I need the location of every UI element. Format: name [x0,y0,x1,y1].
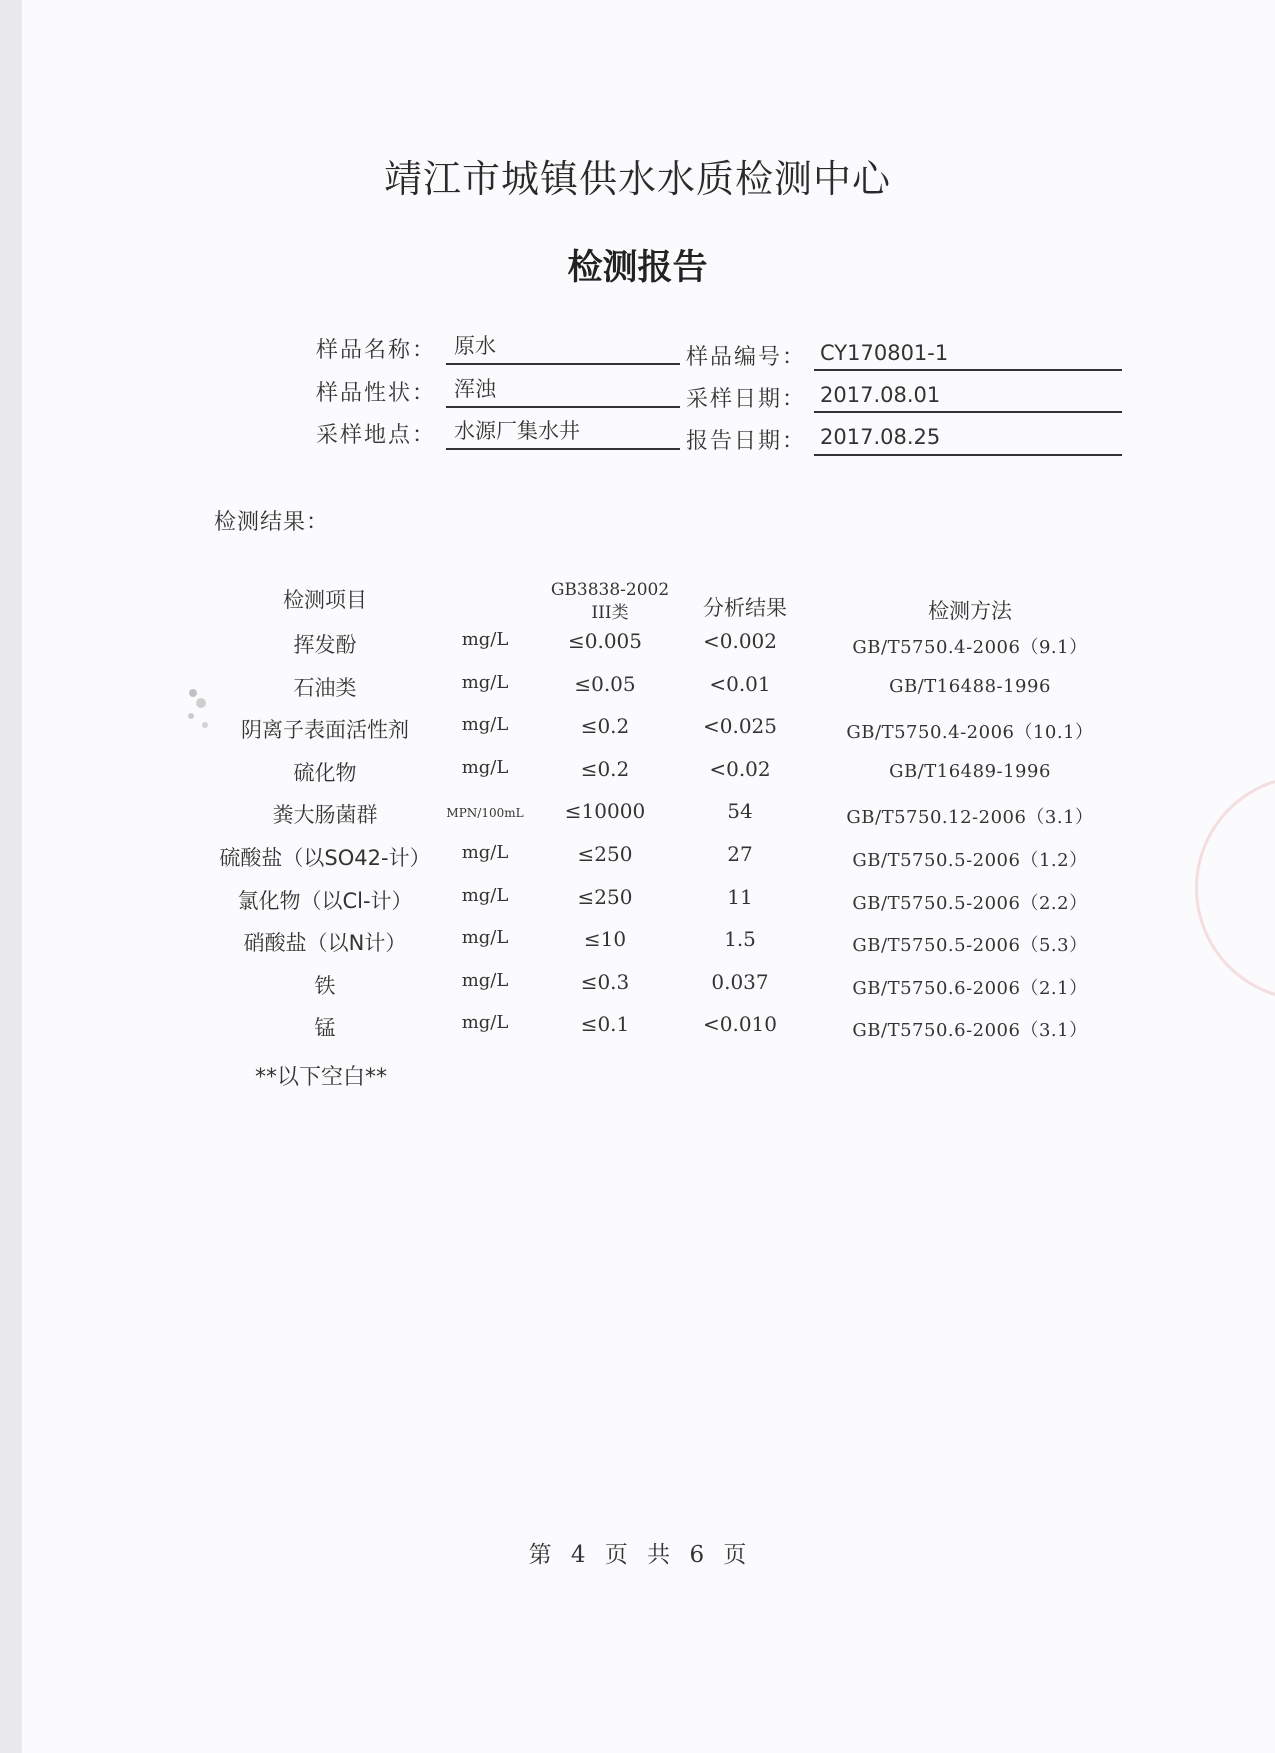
row-unit: mg/L [461,714,509,735]
row-unit: mg/L [461,970,509,991]
row-method: GB/T5750.6-2006（2.1） [852,978,1088,999]
report-date-underline [814,454,1122,456]
sample-state-label: 样品性状： [316,381,437,406]
row-unit: MPN/100mL [446,806,524,820]
row-item: 氯化物（以Cl-计） [237,889,413,913]
sample-name-underline [446,363,680,365]
row-method: GB/T5750.5-2006（2.2） [852,893,1088,914]
row-limit: ≤10000 [564,799,646,823]
row-result: <0.025 [702,714,777,738]
sample-no-value: CY170801-1 [820,341,949,365]
report-date-value: 2017.08.25 [820,425,941,449]
sample-site-underline [446,448,680,450]
report-date-label: 报告日期： [686,429,807,454]
sample-site-value: 水源厂集水井 [454,419,580,443]
results-section-label: 检测结果： [214,510,330,535]
row-method: GB/T5750.4-2006（9.1） [852,637,1088,658]
sample-state-underline [446,406,680,408]
row-item: 铁 [314,974,336,998]
sample-site-label: 采样地点： [316,423,437,448]
row-result: 0.037 [711,970,769,994]
row-result: <0.01 [709,672,771,696]
header-result: 分析结果 [703,596,787,620]
row-item: 挥发酚 [293,633,357,657]
row-item: 阴离子表面活性剂 [241,718,409,742]
row-result: <0.002 [702,629,777,653]
row-unit: mg/L [461,842,509,863]
sample-date-label: 采样日期： [686,387,807,412]
header-item: 检测项目 [283,588,367,612]
blank-note: **以下空白** [255,1065,388,1090]
row-limit: ≤0.1 [580,1012,630,1036]
row-method: GB/T16488-1996 [889,676,1051,697]
row-limit: ≤0.2 [580,714,630,738]
header-standard-line1: GB3838-2002 [550,580,670,600]
row-limit: ≤0.2 [580,757,630,781]
row-unit: mg/L [461,1012,509,1033]
sample-date-underline [814,411,1122,413]
row-unit: mg/L [461,672,509,693]
sample-name-value: 原水 [454,334,496,358]
row-limit: ≤0.3 [580,970,630,994]
header-method: 检测方法 [928,599,1012,623]
row-limit: ≤250 [577,842,633,866]
sample-no-label: 样品编号： [686,345,807,370]
sample-date-value: 2017.08.01 [820,383,941,407]
row-result: 54 [727,799,753,823]
row-unit: mg/L [461,885,509,906]
row-item: 硫化物 [293,761,357,785]
row-limit: ≤0.05 [574,672,636,696]
row-limit: ≤0.005 [567,629,642,653]
row-method: GB/T5750.4-2006（10.1） [846,722,1094,743]
row-limit: ≤10 [583,927,627,951]
header-standard-line2: III类 [591,603,629,623]
report-title: 检测报告 [567,248,708,288]
row-result: 11 [727,885,753,909]
page-number: 第 4 页 共 6 页 [528,1542,747,1568]
row-result: 27 [727,842,753,866]
row-item: 硝酸盐（以N计） [243,931,407,955]
row-item: 粪大肠菌群 [272,803,378,827]
row-item: 石油类 [293,676,357,700]
row-method: GB/T16489-1996 [889,761,1051,782]
sample-no-underline [814,369,1122,371]
row-unit: mg/L [461,927,509,948]
sample-name-label: 样品名称： [316,338,437,363]
row-unit: mg/L [461,629,509,650]
row-method: GB/T5750.5-2006（5.3） [852,935,1088,956]
row-item: 锰 [314,1016,336,1040]
row-result: <0.02 [709,757,771,781]
row-item: 硫酸盐（以SO42-计） [219,846,431,870]
sample-state-value: 浑浊 [454,377,496,401]
row-unit: mg/L [461,757,509,778]
row-result: 1.5 [724,927,756,951]
row-limit: ≤250 [577,885,633,909]
row-result: <0.010 [702,1012,777,1036]
row-method: GB/T5750.12-2006（3.1） [846,807,1094,828]
row-method: GB/T5750.6-2006（3.1） [852,1020,1088,1041]
organization-name: 靖江市城镇供水水质检测中心 [383,157,891,201]
row-method: GB/T5750.5-2006（1.2） [852,850,1088,871]
